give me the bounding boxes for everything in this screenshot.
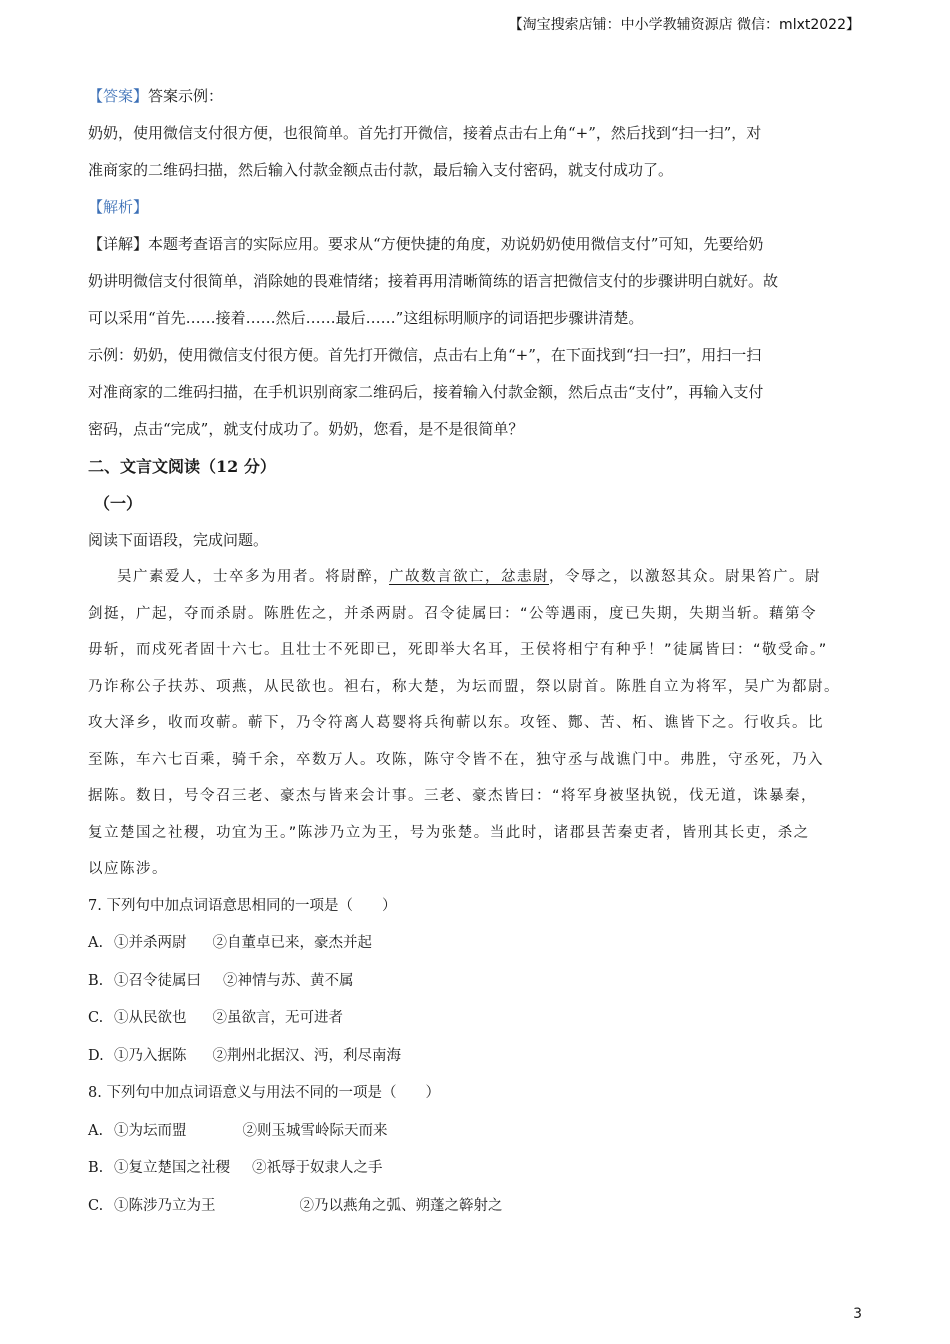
option-part-1: ①为坛而盟 (114, 1122, 187, 1139)
option-part-2: ②则玉城雪岭际天而来 (242, 1122, 388, 1139)
question-7-option-c[interactable]: C. ①从民欲也 ②虽欲言，无可进者 (88, 1000, 868, 1038)
passage-line (88, 559, 868, 596)
option-part-2: ②虽欲言，无可进者 (212, 1010, 343, 1026)
option-part-1: ①从民欲也 (114, 1010, 187, 1026)
detail-tag: 【详解】 (88, 235, 149, 253)
question-7-option-b[interactable]: B. ①召令徒属曰 ②神情与苏、黄不属 (88, 963, 868, 1001)
question-7-option-d[interactable]: D. ①乃入据陈 ②荆州北据汉、沔，利尽南海 (88, 1038, 868, 1076)
option-part-2: ②乃以燕角之弧、朔蓬之簳射之 (299, 1197, 503, 1214)
option-part-1: ①复立楚国之社稷 (114, 1160, 230, 1176)
passage-text: 吴广素爱人，士卒多为用者。将尉醉， (117, 569, 389, 585)
answer-line: 准商家的二维码扫描，然后输入付款金额点击付款，最后输入支付密码，就支付成功了。 (88, 161, 674, 179)
option-part-2: ②自董卓已来，豪杰并起 (212, 935, 372, 951)
option-part-1: ①陈涉乃立为王 (114, 1197, 216, 1214)
sub-title: （一） (94, 494, 143, 513)
example-line: 对准商家的二维码扫描，在手机识别商家二维码后，接着输入付款金额，然后点击“支付”，再输入支付 (88, 383, 764, 401)
analysis-tag: 【解析】 (88, 198, 149, 216)
passage-line: 剑挺，广起，夺而杀尉。陈胜佐之，并杀两尉。召令徒属曰：“公等遇雨，度已失期，失期当斩。藉第令 (88, 605, 818, 622)
option-part-1: ①并杀两尉 (114, 935, 187, 951)
passage-line: 至陈，车六七百乘，骑千余，卒数万人。攻陈，陈守令皆不在，独守丞与战谯门中。弗胜，守丞死，乃入 (88, 751, 824, 768)
answer-tag: 【答案】 (88, 87, 149, 105)
example-line: 密码，点击“完成”，就支付成功了。奶奶，您看，是不是很简单？ (88, 420, 524, 438)
question-8-option-c[interactable]: C. ①陈涉乃立为王 ②乃以燕角之弧、朔蓬之簳射之 (88, 1188, 868, 1226)
underlined-sentence: 广故数言欲亡，忿恚尉 (389, 569, 549, 585)
detail-line: 奶讲明微信支付很简单，消除她的畏难情绪；接着再用清晰简练的语言把微信支付的步骤讲明白就好。故 (88, 272, 779, 290)
question-8-option-a[interactable]: A. ①为坛而盟 ②则玉城雪岭际天而来 (88, 1113, 868, 1151)
question-7-option-a[interactable]: A. ①并杀两尉 ②自董卓已来，豪杰并起 (88, 925, 868, 963)
question-7-stem: 7. 下列句中加点词语意思相同的一项是（ ） (88, 897, 397, 914)
classical-passage (88, 559, 868, 888)
option-part-2: ②祇辱于奴隶人之手 (252, 1160, 383, 1176)
example-line: 示例：奶奶，使用微信支付很方便。首先打开微信，点击右上角“+”，在下面找到“扫一扫”，用扫一扫 (88, 346, 762, 364)
answer-line: 奶奶，使用微信支付很方便，也很简单。首先打开微信，接着点击右上角“+”，然后找到“扫一扫”，对 (88, 124, 762, 142)
question-8-option-b[interactable]: B. ①复立楚国之社稷 ②祇辱于奴隶人之手 (88, 1150, 868, 1188)
answer-heading (88, 78, 868, 115)
option-part-2: ②神情与苏、黄不属 (223, 972, 354, 989)
section-title: 二、文言文阅读（12 分） (88, 457, 276, 476)
passage-line: 复立楚国之社稷，功宜为王。”陈涉乃立为王，号为张楚。当此时，诸郡县苦秦吏者，皆刑其长吏，杀之 (88, 824, 810, 841)
passage-line: 乃诈称公子扶苏、项燕，从民欲也。袒右，称大楚，为坛而盟，祭以尉首。陈胜自立为将军，吴广为都尉。 (88, 678, 840, 695)
page-header: 【淘宝搜索店铺：中小学教辅资源店 微信：mlxt2022】 (508, 17, 860, 33)
detail-line (88, 226, 868, 263)
detail-line: 可以采用“首先……接着……然后……最后……”这组标明顺序的词语把步骤讲清楚。 (88, 309, 644, 327)
question-8-stem: 8. 下列句中加点词语意义与用法不同的一项是（ ） (88, 1085, 440, 1101)
detail-text: 本题考查语言的实际应用。要求从“方便快捷的角度，劝说奶奶使用微信支付”可知，先要给奶 (148, 235, 764, 253)
passage-text: ，令辱之，以激怒其众。尉果笞广。尉 (549, 569, 821, 585)
passage-line: 据陈。数日，号令召三老、豪杰与皆来会计事。三老、豪杰皆曰：“将军身被坚执锐，伐无道，诛暴秦， (88, 788, 818, 804)
option-part-1: ①召令徒属曰 (114, 972, 201, 989)
passage-line: 毋斩，而戍死者固十六七。且壮士不死即已，死即举大名耳，王侯将相宁有种乎！”徒属皆曰：“敬受命。” (88, 642, 828, 658)
instruction: 阅读下面语段，完成问题。 (88, 531, 269, 549)
passage-line: 攻大泽乡，收而攻蕲。蕲下，乃令符离人葛婴将兵徇蕲以东。攻铚、酂、苦、柘、谯皆下之。行收兵。比 (88, 715, 824, 731)
option-part-2: ②荆州北据汉、沔，利尽南海 (212, 1047, 401, 1064)
answer-intro: 答案示例： (148, 87, 224, 105)
page-number: 3 (853, 1306, 862, 1322)
page-content (88, 78, 868, 1225)
passage-line: 以应陈涉。 (88, 861, 168, 877)
option-part-1: ①乃入据陈 (114, 1047, 187, 1064)
